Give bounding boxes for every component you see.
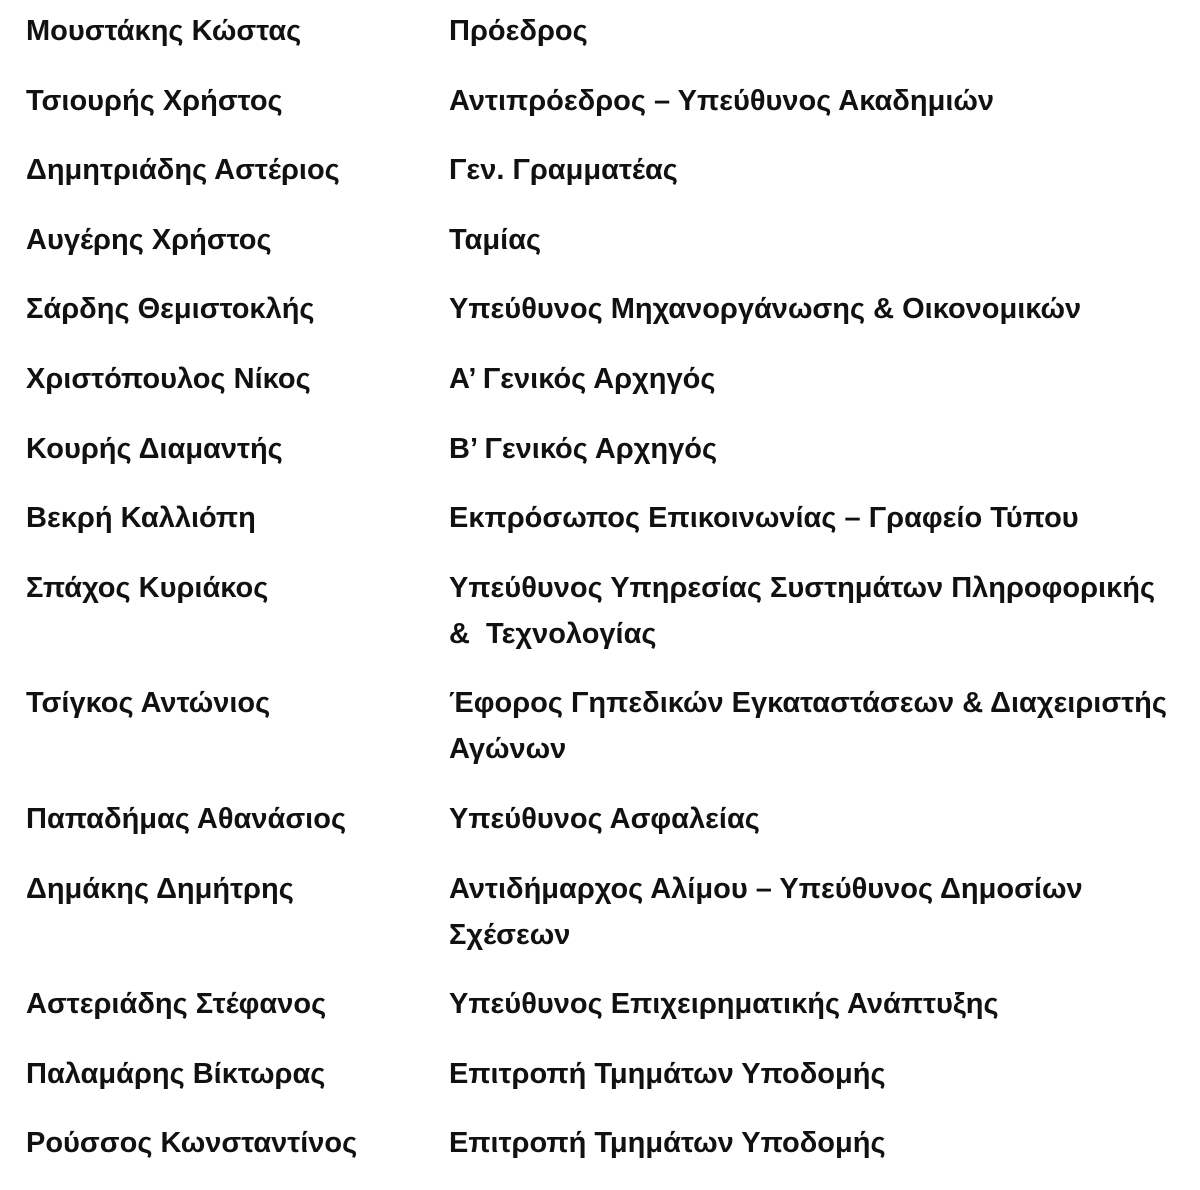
member-role: Υπεύθυνος Ασφαλείας [449, 802, 760, 835]
roster-row [26, 680, 1176, 796]
member-role: Αντιπρόεδρος – Υπεύθυνος Ακαδημιών [449, 84, 995, 117]
member-role: Γεν. Γραμματέας [449, 154, 678, 187]
roster-row [26, 356, 1176, 426]
member-name: Τσιουρής Χρήστος [26, 84, 283, 117]
member-role: Υπεύθυνος Επιχειρηματικής Ανάπτυξης [449, 988, 999, 1021]
roster-row [26, 796, 1176, 866]
member-role: Επιτροπή Τμημάτων Υποδομής [449, 1057, 886, 1090]
member-name: Αυγέρης Χρήστος [26, 223, 272, 256]
member-role: Πρόεδρος [449, 15, 588, 47]
roster-row [26, 866, 1176, 982]
member-name: Αστεριάδης Στέφανος [26, 988, 327, 1021]
member-name: Παλαμάρης Βίκτωρας [26, 1057, 326, 1090]
member-role: Εκπρόσωπος Επικοινωνίας – Γραφείο Τύπου [449, 502, 1079, 535]
roster-row [26, 78, 1176, 148]
roster-row [26, 147, 1176, 217]
member-name: Χριστόπουλος Νίκος [26, 362, 311, 395]
roster-row [26, 217, 1176, 287]
roster-row [26, 495, 1176, 565]
member-name: Σπάχος Κυριάκος [26, 571, 269, 604]
member-name: Βεκρή Καλλιόπη [26, 502, 256, 535]
member-role: Α’ Γενικός Αρχηγός [449, 362, 716, 395]
member-role: Έφορος Γηπεδικών Εγκαταστάσεων & Διαχειριστής Αγώνων [449, 687, 1167, 766]
member-name: Κουρής Διαμαντής [26, 432, 283, 465]
roster-row [26, 426, 1176, 496]
member-role: Υπεύθυνος Υπηρεσίας Συστημάτων Πληροφορικής & Τεχνολογίας [449, 571, 1156, 650]
roster-row [26, 8, 1176, 78]
member-name: Τσίγκος Αντώνιος [26, 687, 271, 720]
member-role: Υπεύθυνος Μηχανοργάνωσης & Οικονομικών [449, 293, 1082, 326]
member-role: Επιτροπή Τμημάτων Υποδομής [449, 1127, 886, 1160]
roster-row [26, 1051, 1176, 1121]
member-name: Δημάκης Δημήτρης [26, 872, 294, 905]
member-role: Β’ Γενικός Αρχηγός [449, 432, 718, 465]
roster-row [26, 981, 1176, 1051]
roster-row [26, 1120, 1176, 1190]
member-name: Δημητριάδης Αστέριος [26, 154, 340, 187]
roster-row [26, 286, 1176, 356]
member-role: Ταμίας [449, 223, 542, 256]
roster-row [26, 565, 1176, 681]
member-name: Σάρδης Θεμιστοκλής [26, 293, 315, 326]
member-name: Μουστάκης Κώστας [26, 15, 302, 47]
member-name: Ρούσσος Κωνσταντίνος [26, 1127, 358, 1160]
member-role: Αντιδήμαρχος Αλίμου – Υπεύθυνος Δημοσίων Σχέσεων [449, 872, 1083, 951]
board-roster [26, 8, 1176, 1190]
member-name: Παπαδήμας Αθανάσιος [26, 802, 347, 835]
